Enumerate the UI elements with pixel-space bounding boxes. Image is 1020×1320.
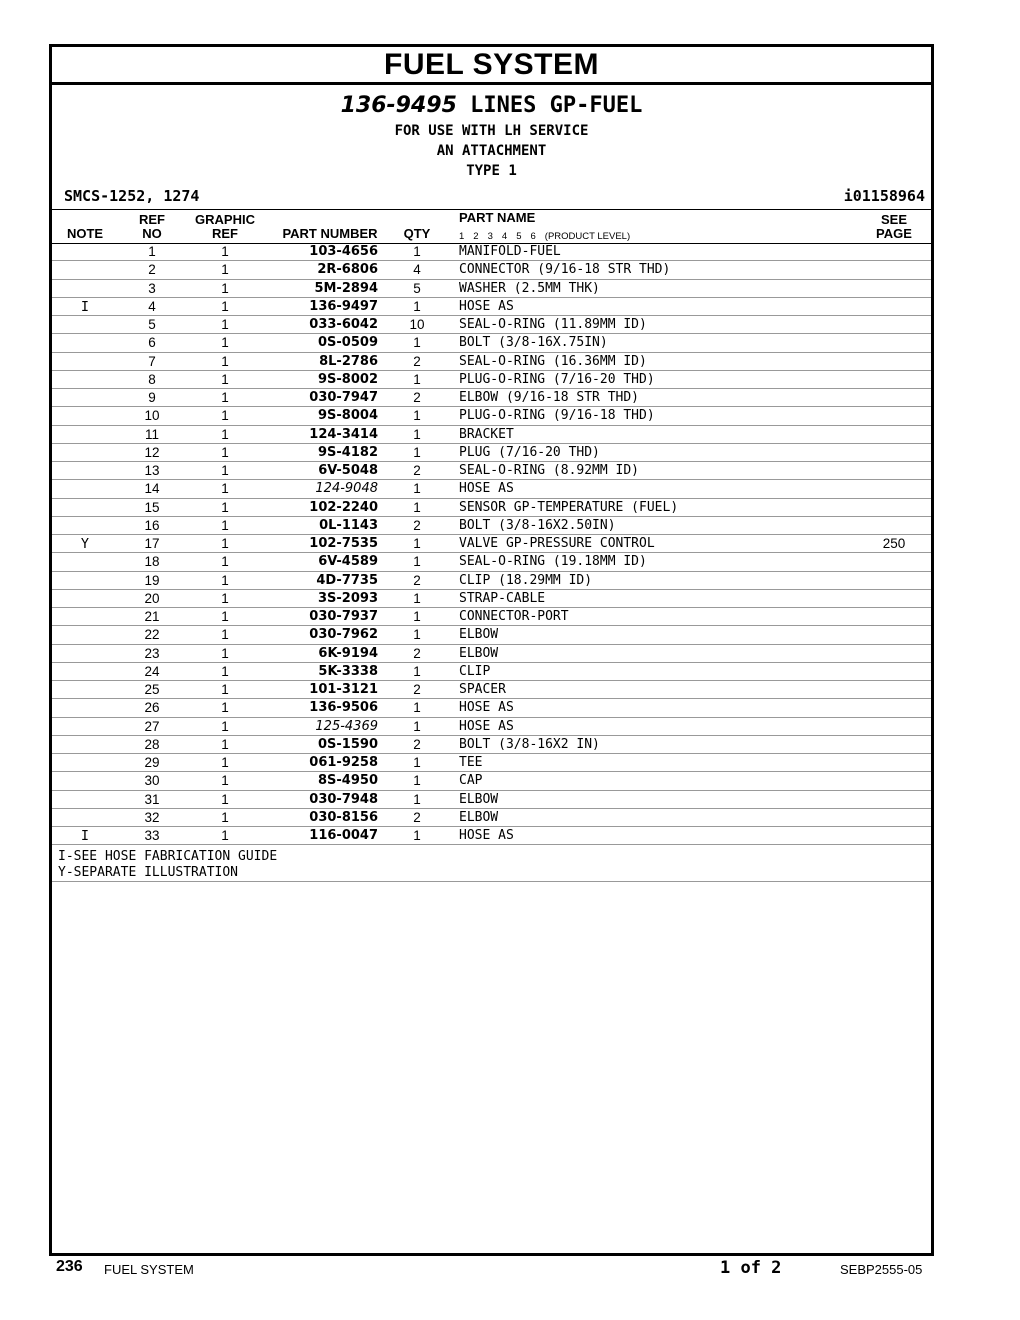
part-number-cell: 116-0047: [309, 828, 378, 843]
ref-no-cell: 18: [144, 554, 160, 570]
qty-cell: 1: [413, 590, 421, 606]
graphic-ref-cell: 1: [221, 700, 229, 716]
graphic-ref-cell: 1: [221, 590, 229, 606]
qty-cell: 1: [413, 773, 421, 789]
part-number-cell: 9S-4182: [318, 444, 378, 460]
graphic-ref-cell: 1: [221, 262, 229, 278]
graphic-ref-cell: 1: [221, 682, 229, 697]
part-number-cell: 3S-2093: [318, 590, 378, 606]
table-row: [52, 681, 931, 699]
qty-cell: 1: [413, 828, 421, 843]
qty-cell: 2: [413, 736, 421, 752]
part-name-cell: BOLT (3/8-16X.75IN): [459, 335, 608, 351]
table-row: [52, 699, 931, 717]
graphic-ref-cell: 1: [221, 353, 229, 369]
group-subtitle-line: TYPE 1: [466, 163, 517, 179]
ref-no-cell: 20: [144, 590, 160, 606]
graphic-ref-cell: 1: [221, 371, 229, 387]
page-title: FUEL SYSTEM: [52, 47, 931, 85]
qty-cell: 1: [413, 371, 421, 387]
qty-cell: 1: [413, 481, 421, 497]
see-page-cell: 250: [882, 536, 906, 551]
table-row: [52, 426, 931, 444]
table-row: [52, 334, 931, 352]
graphic-ref-cell: 1: [221, 499, 229, 515]
ref-no-cell: 24: [144, 663, 160, 679]
part-number-cell: 124-3414: [309, 426, 378, 442]
note-cell: I: [80, 828, 90, 844]
qty-cell: 1: [413, 298, 421, 314]
part-name-cell: ELBOW: [459, 627, 499, 643]
ref-no-cell: 31: [144, 791, 160, 807]
part-name-cell: TEE: [459, 755, 483, 770]
table-row: [52, 718, 931, 736]
ref-no-cell: 9: [148, 390, 156, 405]
group-part-number: 136-9495: [340, 93, 457, 118]
qty-cell: 1: [413, 718, 421, 734]
part-number-cell: 2R-6806: [317, 262, 378, 278]
qty-cell: 2: [413, 390, 421, 405]
graphic-ref-cell: 1: [221, 426, 229, 442]
graphic-ref-cell: 1: [221, 755, 229, 770]
graphic-ref-cell: 1: [221, 736, 229, 752]
ref-no-cell: 22: [144, 627, 160, 643]
part-number-cell: 6V-5048: [318, 463, 378, 478]
graphic-ref-cell: 1: [221, 809, 229, 825]
part-number-cell: 030-7947: [309, 390, 378, 405]
table-row: [52, 626, 931, 644]
qty-cell: 1: [413, 663, 421, 679]
graphic-ref-cell: 1: [221, 572, 229, 588]
col-graphic-ref-header: GRAPHIC REF: [195, 212, 255, 241]
part-number-cell: 030-7962: [309, 627, 378, 643]
col-ref-header: REF NO: [139, 212, 165, 241]
ref-no-cell: 21: [144, 609, 160, 624]
graphic-ref-cell: 1: [221, 773, 229, 789]
notes: [58, 849, 277, 881]
part-name-cell: BOLT (3/8-16X2.50IN): [459, 517, 616, 533]
graphic-ref-cell: 1: [221, 298, 229, 314]
table-row: [52, 407, 931, 425]
table-row: [52, 298, 931, 316]
graphic-ref-cell: 1: [221, 645, 229, 661]
smcs-code: SMCS-1252, 1274: [64, 187, 200, 205]
table-row: [52, 535, 931, 553]
part-number-cell: 0L-1143: [319, 517, 378, 533]
col-part-name-header: PART NAME: [459, 210, 536, 225]
part-number-cell: 103-4656: [309, 244, 378, 259]
part-number-cell: 9S-8002: [318, 371, 378, 387]
ref-no-cell: 27: [144, 718, 160, 734]
qty-cell: 2: [413, 809, 421, 825]
table-row: [52, 371, 931, 389]
ref-no-cell: 3: [148, 280, 156, 296]
col-see-page-header: SEE PAGE: [876, 212, 912, 241]
part-name-cell: CAP: [459, 773, 483, 789]
qty-cell: 1: [413, 627, 421, 643]
part-number-cell: 9S-8004: [318, 408, 378, 424]
ref-no-cell: 29: [144, 755, 160, 770]
note-cell: Y: [80, 536, 90, 552]
part-number-cell: 136-9506: [309, 700, 378, 716]
table-row: [52, 663, 931, 681]
part-number-cell: 5K-3338: [318, 663, 378, 679]
qty-cell: 10: [409, 317, 425, 332]
ref-no-cell: 23: [144, 645, 160, 661]
graphic-ref-cell: 1: [221, 663, 229, 679]
illustration-id: i01158964: [843, 187, 925, 205]
graphic-ref-cell: 1: [221, 481, 229, 497]
table-row: [52, 261, 931, 279]
graphic-ref-cell: 1: [221, 627, 229, 643]
qty-cell: 1: [413, 791, 421, 807]
group-header: [52, 85, 931, 181]
qty-cell: 2: [413, 353, 421, 369]
table-row: [52, 280, 931, 298]
part-name-cell: HOSE AS: [459, 700, 514, 716]
table-row: [52, 444, 931, 462]
table-row: [52, 827, 931, 845]
qty-cell: 1: [413, 244, 421, 259]
table-row: [52, 462, 931, 480]
qty-cell: 1: [413, 426, 421, 442]
qty-cell: 2: [413, 682, 421, 697]
part-number-cell: 5M-2894: [314, 280, 378, 296]
part-name-cell: CLIP (18.29MM ID): [459, 572, 593, 588]
part-name-cell: WASHER (2.5MM THK): [459, 280, 600, 296]
notes-divider: [52, 881, 931, 882]
table-row: [52, 353, 931, 371]
group-title: [52, 91, 931, 121]
ref-no-cell: 14: [144, 481, 160, 497]
qty-cell: 2: [413, 572, 421, 588]
ref-no-cell: 1: [148, 244, 156, 259]
table-row: [52, 754, 931, 772]
ref-no-cell: 32: [144, 809, 160, 825]
ref-no-cell: 11: [144, 426, 159, 442]
part-number-cell: 101-3121: [309, 682, 378, 697]
part-name-cell: BOLT (3/8-16X2 IN): [459, 736, 600, 752]
ref-no-cell: 13: [144, 463, 160, 478]
note-line: I-SEE HOSE FABRICATION GUIDE: [58, 849, 278, 864]
qty-cell: 2: [413, 463, 421, 478]
col-qty-header: QTY: [403, 226, 431, 241]
part-name-cell: CLIP: [459, 663, 491, 679]
part-number-cell: 102-2240: [309, 499, 378, 515]
ref-no-cell: 2: [148, 262, 156, 278]
table-row: [52, 608, 931, 626]
table-row: [52, 243, 931, 261]
table-row: [52, 572, 931, 590]
part-name-cell: PLUG (7/16-20 THD): [459, 444, 600, 460]
footer-sheet: 1 of 2: [720, 1258, 782, 1278]
graphic-ref-cell: 1: [221, 335, 229, 351]
part-number-cell: 4D-7735: [316, 572, 378, 588]
graphic-ref-cell: 1: [221, 408, 229, 424]
part-number-cell: 125-4369: [315, 718, 378, 734]
graphic-ref-cell: 1: [221, 463, 229, 478]
part-number-cell: 6K-9194: [318, 645, 378, 661]
qty-cell: 4: [413, 262, 421, 278]
part-name-cell: HOSE AS: [459, 481, 514, 497]
footer-document-id: SEBP2555-05: [840, 1262, 923, 1277]
part-number-cell: 033-6042: [309, 317, 378, 332]
part-number-cell: 8L-2786: [319, 353, 378, 369]
graphic-ref-cell: 1: [221, 609, 229, 624]
qty-cell: 1: [413, 444, 421, 460]
qty-cell: 1: [413, 408, 421, 424]
part-number-cell: 0S-0509: [318, 335, 378, 351]
part-name-cell: ELBOW (9/16-18 STR THD): [459, 390, 640, 405]
graphic-ref-cell: 1: [221, 244, 229, 259]
col-part-number-header: PART NUMBER: [282, 226, 378, 241]
ref-no-cell: 17: [144, 536, 160, 551]
group-name: LINES GP-FUEL: [470, 93, 643, 118]
ref-no-cell: 25: [144, 682, 160, 697]
graphic-ref-cell: 1: [221, 280, 229, 296]
table-row: [52, 809, 931, 827]
note-cell: I: [80, 298, 90, 315]
part-name-cell: MANIFOLD-FUEL: [459, 244, 561, 259]
graphic-ref-cell: 1: [221, 517, 229, 533]
part-number-cell: 102-7535: [309, 536, 378, 551]
graphic-ref-cell: 1: [221, 317, 229, 332]
part-name-cell: SPACER: [459, 682, 506, 697]
table-row: [52, 480, 931, 498]
ref-no-cell: 5: [148, 317, 156, 332]
part-name-cell: SEAL-O-RING (8.92MM ID): [459, 463, 640, 478]
part-number-cell: 136-9497: [309, 298, 378, 314]
part-name-cell: VALVE GP-PRESSURE CONTROL: [459, 536, 655, 551]
part-name-cell: HOSE AS: [459, 828, 514, 843]
product-level-labels: 1 2 3 4 5 6 (PRODUCT LEVEL): [459, 231, 631, 242]
qty-cell: 1: [413, 554, 421, 570]
qty-cell: 1: [413, 499, 421, 515]
part-name-cell: BRACKET: [459, 426, 514, 442]
ref-no-cell: 7: [148, 353, 156, 369]
graphic-ref-cell: 1: [221, 536, 229, 551]
part-number-cell: 030-8156: [309, 809, 378, 825]
table-row: [52, 316, 931, 334]
graphic-ref-cell: 1: [221, 718, 229, 734]
part-number-cell: 6V-4589: [318, 554, 378, 570]
qty-cell: 1: [413, 609, 421, 624]
ref-no-cell: 10: [144, 408, 160, 424]
table-row: [52, 791, 931, 809]
part-name-cell: SEAL-O-RING (19.18MM ID): [459, 554, 647, 570]
col-note-header: NOTE: [66, 226, 104, 241]
part-number-cell: 030-7937: [309, 609, 378, 624]
qty-cell: 2: [413, 645, 421, 661]
part-name-cell: SENSOR GP-TEMPERATURE (FUEL): [459, 499, 679, 515]
table-row: [52, 772, 931, 790]
part-number-cell: 8S-4950: [318, 773, 378, 789]
ref-no-cell: 16: [144, 517, 160, 533]
part-number-cell: 0S-1590: [318, 736, 378, 752]
table-row: [52, 736, 931, 754]
graphic-ref-cell: 1: [221, 554, 229, 570]
part-name-cell: HOSE AS: [459, 298, 514, 314]
part-number-cell: 124-9048: [315, 481, 378, 497]
qty-cell: 2: [413, 517, 421, 533]
parts-table: [52, 243, 931, 845]
table-row: [52, 499, 931, 517]
part-number-cell: 030-7948: [309, 791, 378, 807]
part-number-cell: 061-9258: [309, 755, 378, 770]
part-name-cell: SEAL-O-RING (16.36MM ID): [459, 353, 647, 369]
part-name-cell: PLUG-O-RING (7/16-20 THD): [459, 371, 655, 387]
table-row: [52, 553, 931, 571]
note-line: Y-SEPARATE ILLUSTRATION: [58, 865, 239, 880]
part-name-cell: ELBOW: [459, 645, 499, 661]
ref-no-cell: 15: [144, 499, 160, 515]
graphic-ref-cell: 1: [221, 390, 229, 405]
ref-no-cell: 12: [144, 444, 160, 460]
qty-cell: 1: [413, 536, 421, 551]
graphic-ref-cell: 1: [221, 444, 229, 460]
ref-no-cell: 30: [144, 773, 160, 789]
ref-no-cell: 6: [148, 335, 156, 351]
part-name-cell: CONNECTOR-PORT: [459, 609, 569, 624]
table-row: [52, 517, 931, 535]
footer-section: FUEL SYSTEM: [104, 1262, 194, 1277]
graphic-ref-cell: 1: [221, 828, 229, 843]
graphic-ref-cell: 1: [221, 791, 229, 807]
page-frame: [49, 44, 934, 1256]
part-name-cell: CONNECTOR (9/16-18 STR THD): [459, 262, 671, 278]
part-name-cell: ELBOW: [459, 791, 499, 807]
qty-cell: 5: [413, 280, 421, 296]
group-subtitle-line: FOR USE WITH LH SERVICE: [394, 123, 589, 139]
part-name-cell: SEAL-O-RING (11.89MM ID): [459, 317, 647, 332]
part-name-cell: PLUG-O-RING (9/16-18 THD): [459, 408, 655, 424]
ref-no-cell: 4: [148, 298, 156, 314]
ref-no-cell: 26: [144, 700, 160, 716]
ref-no-cell: 33: [144, 828, 160, 843]
ref-no-cell: 8: [148, 371, 156, 387]
part-name-cell: HOSE AS: [459, 718, 514, 734]
qty-cell: 1: [413, 755, 421, 770]
table-row: [52, 389, 931, 407]
part-name-cell: STRAP-CABLE: [459, 590, 546, 606]
part-name-cell: ELBOW: [459, 809, 499, 825]
table-row: [52, 590, 931, 608]
qty-cell: 1: [413, 700, 421, 716]
footer-page-number: 236: [56, 1258, 83, 1275]
group-subtitle-line: AN ATTACHMENT: [436, 143, 547, 159]
qty-cell: 1: [413, 335, 421, 351]
table-row: [52, 645, 931, 663]
ref-no-cell: 28: [144, 736, 160, 752]
ref-no-cell: 19: [144, 572, 160, 588]
